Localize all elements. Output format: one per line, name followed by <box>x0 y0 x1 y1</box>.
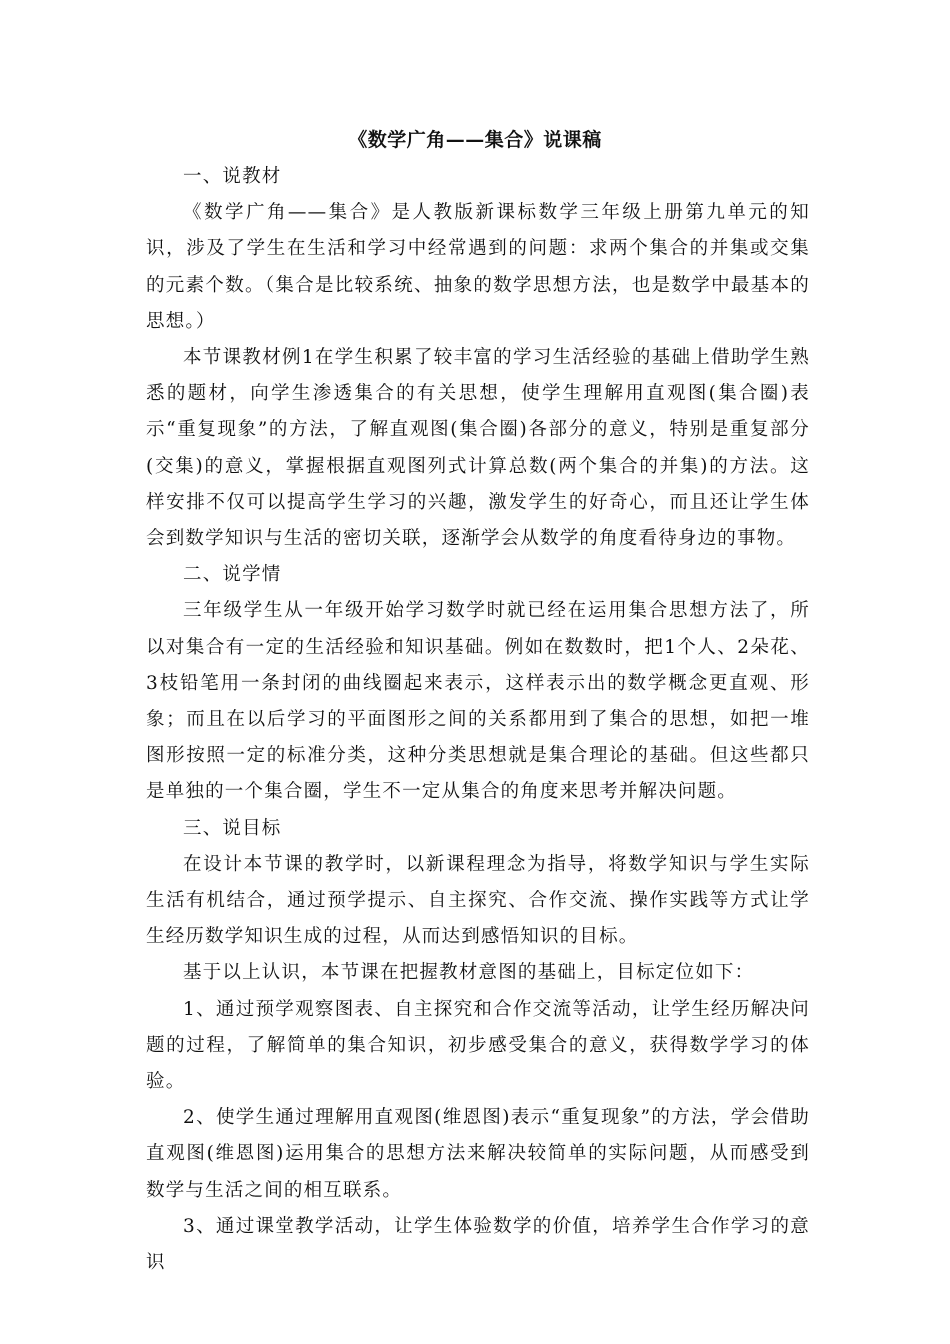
document-title: 《数学广角——集合》说课稿 <box>348 129 602 151</box>
document-body <box>146 159 810 1281</box>
goal-item-3: 3、通过课堂教学活动，让学生体验数学的价值，培养学生合作学习的意识 <box>146 1215 810 1274</box>
paragraph-students: 三年级学生从一年级开始学习数学时就已经在运用集合思想方法了，所以对集合有一定的生活经验和知识基础。例如在数数时，把1个人、2朵花、3枝铅笔用一条封闭的曲线圈起来表示，这样表示出的数学概念更直观、形象；而且在以后学习的平面图形之间的关系都用到了集合的思想，如把一堆图形按照一定的标准分类，这种分类思想就是集合理论的基础。但这些都只是单独的一个集合圈，学生不一定从集合的角度来思考并解决问题。 <box>146 600 810 803</box>
section-heading-students: 二、说学情 <box>183 564 282 586</box>
section-heading-goals: 三、说目标 <box>183 817 282 839</box>
goal-item-1: 1、通过预学观察图表、自主探究和合作交流等活动，让学生经历解决问题的过程，了解简单的集合知识，初步感受集合的意义，获得数学学习的体验。 <box>146 998 810 1093</box>
section-heading-textbook: 一、说教材 <box>183 166 282 187</box>
goal-item-2: 2、使学生通过理解用直观图(维恩图)表示“重复现象”的方法，学会借助直观图(维恩图)运用集合的思想方法来解决较简单的实际问题，从而感受到数学与生活之间的相互联系。 <box>146 1107 810 1201</box>
paragraph-goals-basis: 基于以上认识，本节课在把握教材意图的基础上，目标定位如下： <box>183 962 755 984</box>
paragraph-textbook-example: 本节课教材例1在学生积累了较丰富的学习生活经验的基础上借助学生熟悉的题材，向学生渗透集合的有关思想，使学生理解用直观图(集合圈)表示“重复现象”的方法，了解直观图(集合圈)各部分的意义，特别是重复部分(交集)的意义，掌握根据直观图列式计算总数(两个集合的并集)的方法。这样安排不仅可以提高学生学习的兴趣，激发学生的好奇心，而且还让学生体会到数学知识与生活的密切关联，逐渐学会从数学的角度看待身边的事物。 <box>146 347 810 550</box>
paragraph-textbook-intro: 《数学广角——集合》是人教版新课标数学三年级上册第九单元的知识，涉及了学生在生活和学习中经常遇到的问题：求两个集合的并集或交集的元素个数。（集合是比较系统、抽象的数学思想方法，也是数学中最基本的思想。） <box>146 202 810 332</box>
paragraph-goals-design: 在设计本节课的教学时，以新课程理念为指导，将数学知识与学生实际生活有机结合，通过预学提示、自主探究、合作交流、操作实践等方式让学生经历数学知识生成的过程，从而达到感悟知识的目标。 <box>146 853 810 948</box>
